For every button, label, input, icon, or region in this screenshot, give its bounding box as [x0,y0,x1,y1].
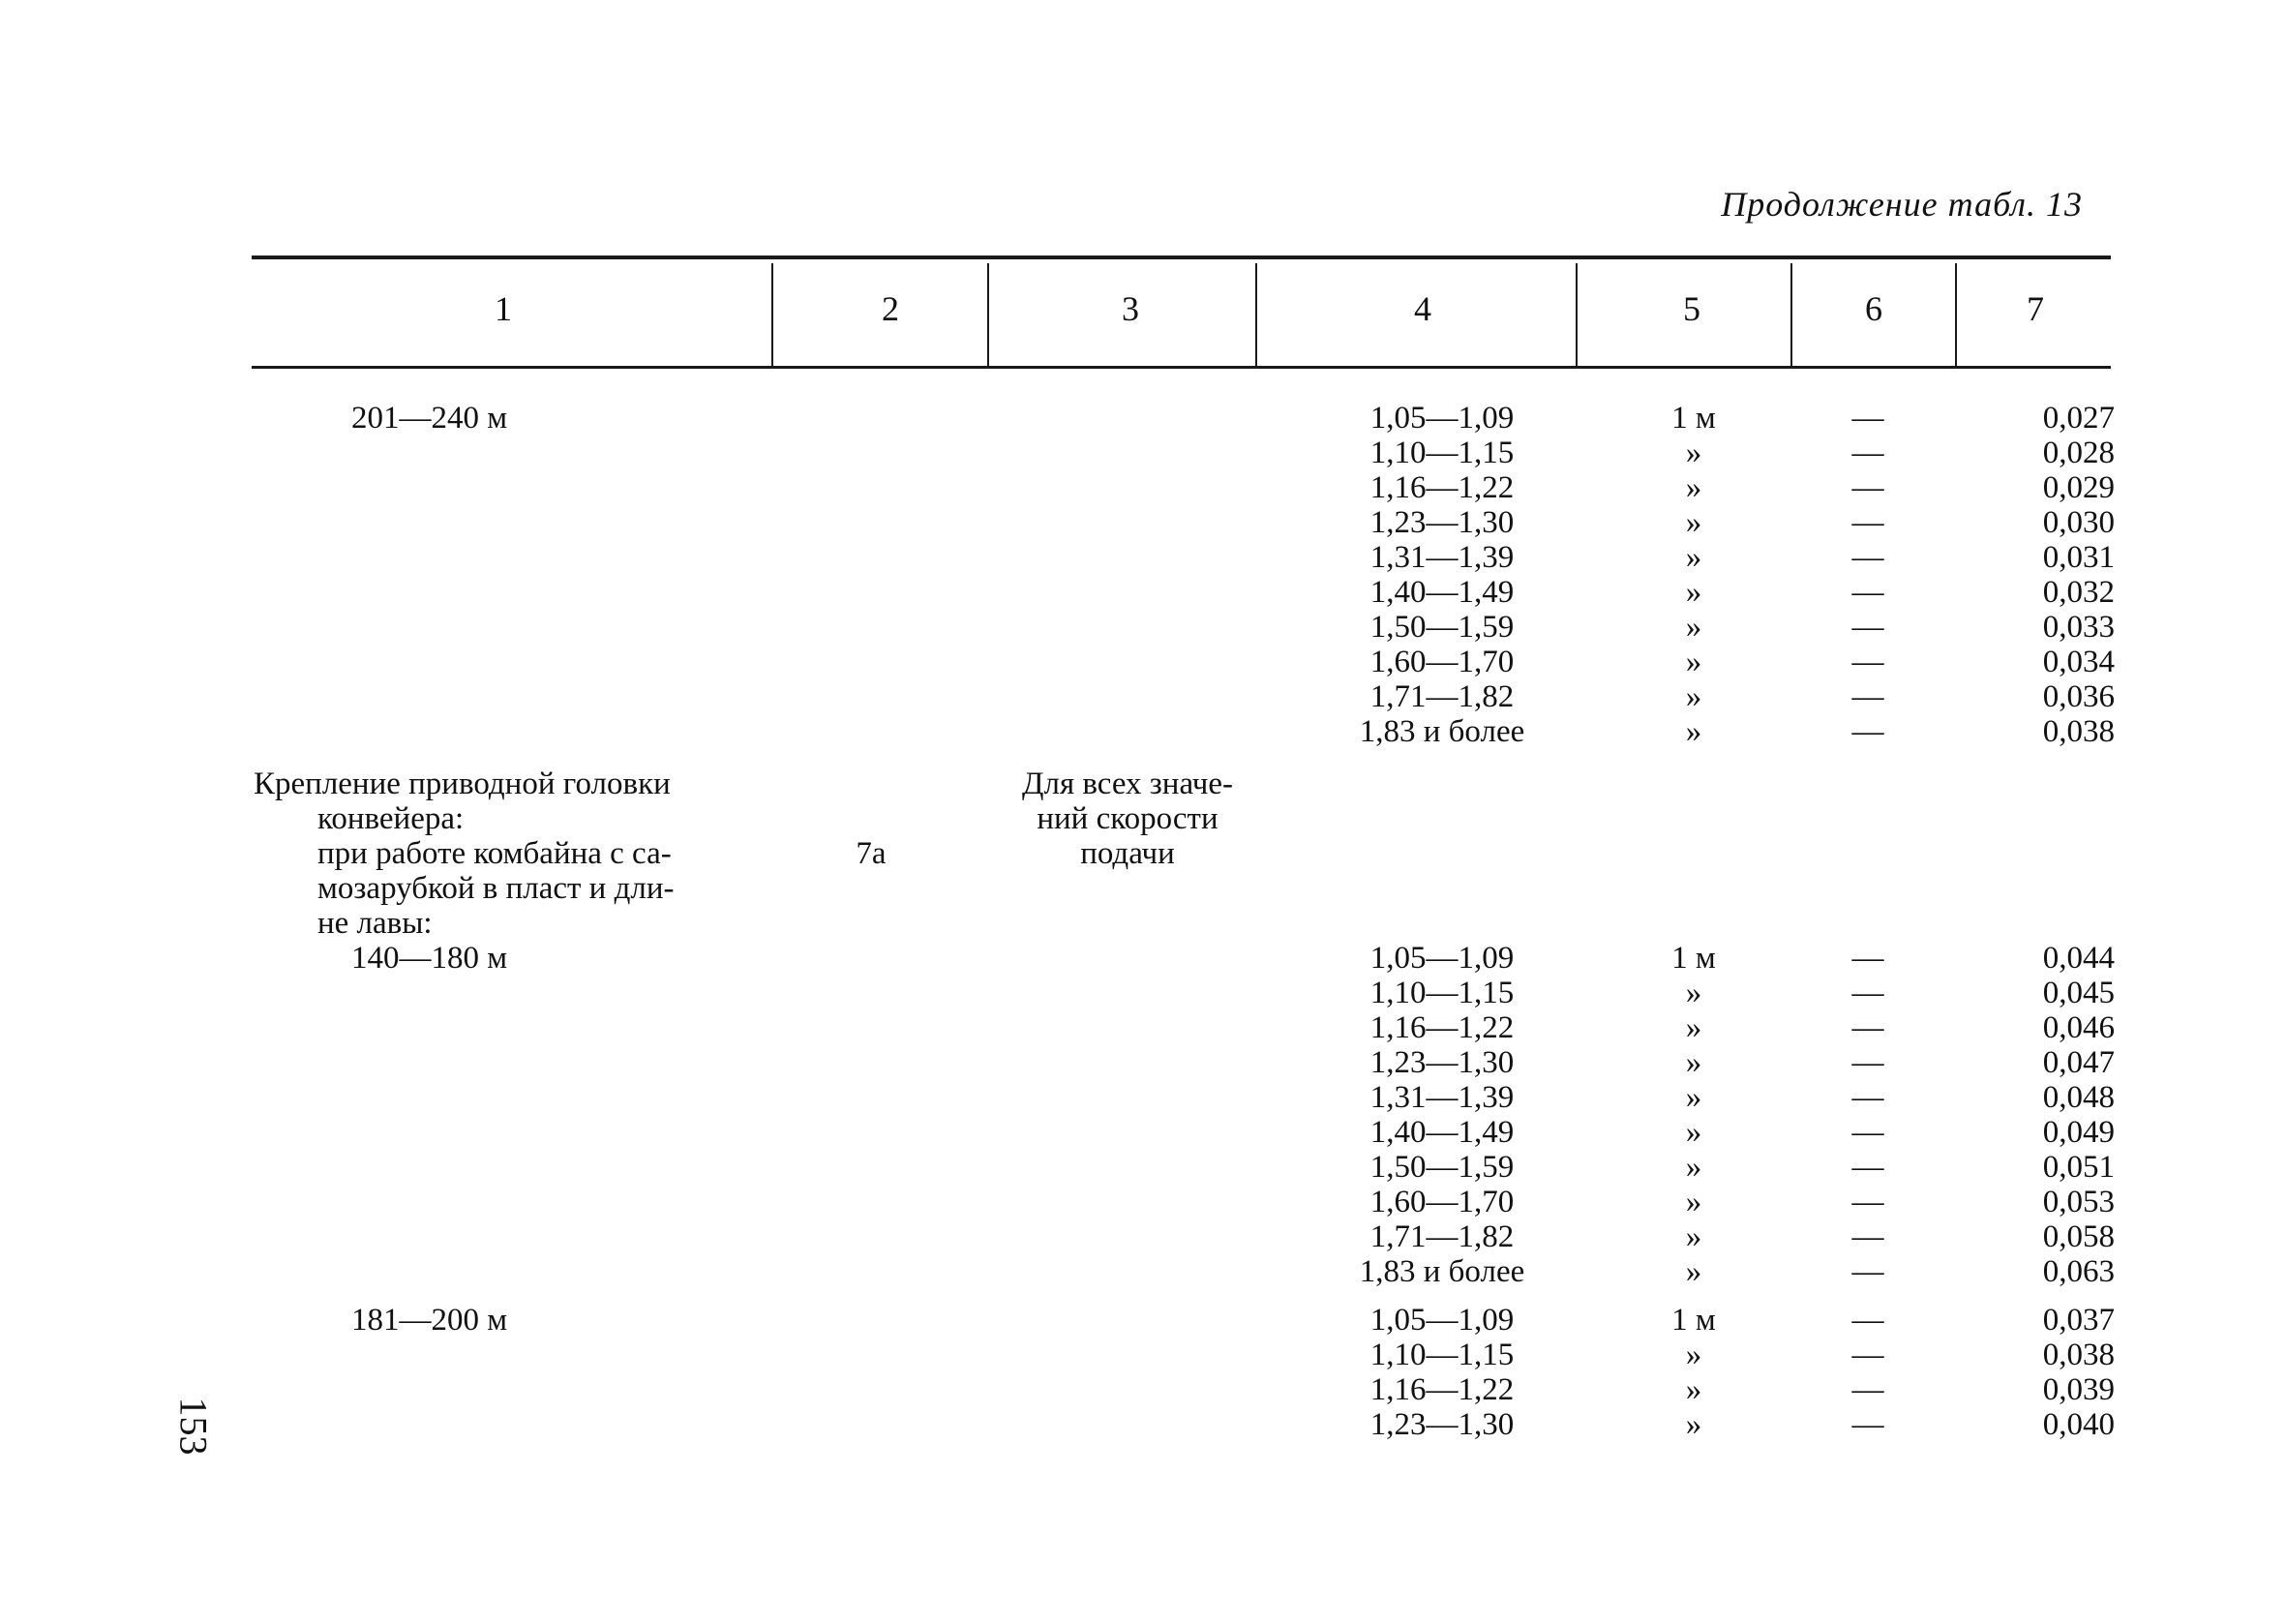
norm-value: 0,046 [2042,1010,2115,1045]
unit-cell: 1 м [1671,1303,1716,1338]
empty-dash: — [1851,575,1884,610]
empty-dash: — [1851,540,1884,575]
unit-cell: » [1685,1254,1702,1289]
note-line: ний скорости [1037,801,1218,836]
length-range-label: 181—200 м [351,1303,508,1338]
column-header-6: 6 [1865,289,1882,328]
unit-cell: 1 м [1671,941,1716,976]
norm-value: 0,063 [2042,1254,2115,1289]
column-divider [1576,263,1578,366]
column-header-7: 7 [2027,289,2044,328]
empty-dash: — [1851,714,1884,749]
empty-dash: — [1851,470,1884,505]
speed-range: 1,60—1,70 [1369,1185,1515,1219]
norm-value: 0,045 [2042,976,2115,1010]
empty-dash: — [1851,1407,1884,1442]
column-header-1: 1 [495,289,512,328]
empty-dash: — [1851,1219,1884,1254]
empty-dash: — [1851,505,1884,540]
unit-cell: » [1685,1338,1702,1372]
speed-range: 1,40—1,49 [1369,1115,1515,1150]
column-divider [1955,263,1957,366]
norm-value: 0,053 [2042,1185,2115,1219]
table-caption: Продолжение табл. 13 [1721,185,2083,224]
norm-value: 0,044 [2042,941,2115,976]
norm-value: 0,039 [2042,1372,2115,1407]
unit-cell: » [1685,1185,1702,1219]
norm-value: 0,037 [2042,1303,2115,1338]
norm-value: 0,049 [2042,1115,2115,1150]
norm-value: 0,047 [2042,1045,2115,1080]
note-line: Для всех значе- [1021,767,1234,801]
item-number: 7а [856,836,887,871]
norm-value: 0,027 [2042,401,2115,436]
speed-range: 1,31—1,39 [1369,540,1515,575]
column-divider [1255,263,1257,366]
speed-range: 1,10—1,15 [1369,1338,1515,1372]
speed-range: 1,05—1,09 [1369,941,1515,976]
unit-cell: » [1685,575,1702,610]
speed-range: 1,16—1,22 [1369,470,1515,505]
empty-dash: — [1851,1185,1884,1219]
norm-value: 0,030 [2042,505,2115,540]
empty-dash: — [1851,610,1884,645]
empty-dash: — [1851,941,1884,976]
speed-range: 1,05—1,09 [1369,401,1515,436]
unit-cell: » [1685,1150,1702,1185]
empty-dash: — [1851,1150,1884,1185]
unit-cell: » [1685,976,1702,1010]
empty-dash: — [1851,1254,1884,1289]
unit-cell: » [1685,610,1702,645]
empty-dash: — [1851,1080,1884,1115]
unit-cell: » [1685,1010,1702,1045]
empty-dash: — [1851,401,1884,436]
speed-range: 1,23—1,30 [1369,505,1515,540]
unit-cell: » [1685,470,1702,505]
empty-dash: — [1851,436,1884,470]
norm-value: 0,058 [2042,1219,2115,1254]
speed-range: 1,23—1,30 [1369,1407,1515,1442]
unit-cell: » [1685,1115,1702,1150]
empty-dash: — [1851,1115,1884,1150]
speed-range: 1,23—1,30 [1369,1045,1515,1080]
norm-value: 0,036 [2042,679,2115,714]
heading-line: не лавы: [317,906,433,941]
unit-cell: » [1685,645,1702,679]
empty-dash: — [1851,1303,1884,1338]
speed-range: 1,71—1,82 [1369,1219,1515,1254]
column-divider [771,263,773,366]
table-header-bottom-rule [252,366,2111,369]
heading-line: конвейера: [317,801,465,836]
speed-range: 1,16—1,22 [1369,1372,1515,1407]
column-divider [1790,263,1792,366]
speed-range: 1,31—1,39 [1369,1080,1515,1115]
unit-cell: » [1685,505,1702,540]
unit-cell: » [1685,1407,1702,1442]
unit-cell: » [1685,436,1702,470]
unit-cell: 1 м [1671,401,1716,436]
norm-value: 0,032 [2042,575,2115,610]
speed-range: 1,50—1,59 [1369,610,1515,645]
norm-value: 0,038 [2042,714,2115,749]
norm-value: 0,048 [2042,1080,2115,1115]
speed-range: 1,83 и более [1359,1254,1525,1289]
length-range-label: 140—180 м [351,941,508,976]
norm-value: 0,038 [2042,1338,2115,1372]
note-line: подачи [1080,836,1175,871]
heading-line: при работе комбайна с са- [317,836,672,871]
empty-dash: — [1851,1010,1884,1045]
heading-line: Крепление приводной головки [254,767,671,801]
page-number: 153 [171,1397,216,1456]
empty-dash: — [1851,976,1884,1010]
norm-value: 0,028 [2042,436,2115,470]
speed-range: 1,40—1,49 [1369,575,1515,610]
unit-cell: » [1685,679,1702,714]
speed-range: 1,05—1,09 [1369,1303,1515,1338]
unit-cell: » [1685,714,1702,749]
column-header-5: 5 [1683,289,1700,328]
speed-range: 1,16—1,22 [1369,1010,1515,1045]
speed-range: 1,10—1,15 [1369,436,1515,470]
speed-range: 1,71—1,82 [1369,679,1515,714]
table-top-rule [252,256,2111,259]
norm-value: 0,034 [2042,645,2115,679]
norm-value: 0,031 [2042,540,2115,575]
unit-cell: » [1685,1080,1702,1115]
norm-value: 0,040 [2042,1407,2115,1442]
column-header-4: 4 [1414,289,1431,328]
empty-dash: — [1851,679,1884,714]
unit-cell: » [1685,1372,1702,1407]
empty-dash: — [1851,645,1884,679]
norm-value: 0,029 [2042,470,2115,505]
unit-cell: » [1685,1045,1702,1080]
empty-dash: — [1851,1372,1884,1407]
unit-cell: » [1685,540,1702,575]
column-header-3: 3 [1122,289,1139,328]
norm-value: 0,051 [2042,1150,2115,1185]
norm-value: 0,033 [2042,610,2115,645]
column-header-2: 2 [882,289,899,328]
empty-dash: — [1851,1045,1884,1080]
speed-range: 1,83 и более [1359,714,1525,749]
empty-dash: — [1851,1338,1884,1372]
heading-line: мозарубкой в пласт и дли- [317,871,675,906]
speed-range: 1,50—1,59 [1369,1150,1515,1185]
speed-range: 1,60—1,70 [1369,645,1515,679]
column-divider [987,263,989,366]
unit-cell: » [1685,1219,1702,1254]
speed-range: 1,10—1,15 [1369,976,1515,1010]
length-range-label: 201—240 м [351,401,508,436]
